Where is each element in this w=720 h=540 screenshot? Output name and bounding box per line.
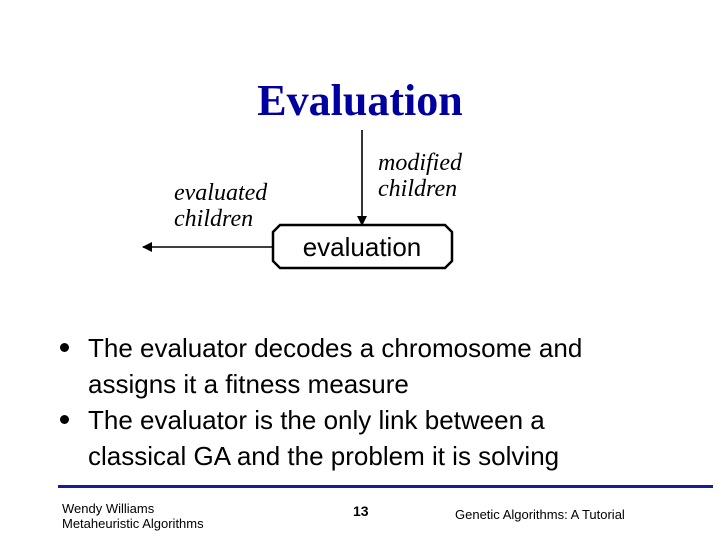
modified-children-line-1: modified <box>378 150 462 176</box>
footer-divider <box>58 485 713 488</box>
bullet-line: The evaluator is the only link between a <box>88 405 545 435</box>
evaluated-children-line-1: evaluated <box>174 180 268 206</box>
bullet-list <box>55 330 695 474</box>
footer-author-line-2: Metaheuristic Algorithms <box>62 516 204 531</box>
bullet-item <box>55 402 695 474</box>
page-number: 13 <box>353 503 369 519</box>
bullet-dot-icon <box>60 343 69 352</box>
footer-author <box>62 501 204 531</box>
bullet-item <box>55 330 695 402</box>
footer-course-title: Genetic Algorithms: A Tutorial <box>455 507 625 522</box>
modified-children-line-2: children <box>378 176 458 202</box>
modified-children-label <box>378 150 462 202</box>
bullet-line: classical GA and the problem it is solving <box>88 441 560 471</box>
evaluation-process-label: evaluation <box>302 232 422 262</box>
evaluated-children-line-2: children <box>174 206 254 232</box>
bullet-line: assigns it a fitness measure <box>88 369 409 399</box>
footer-author-line-1: Wendy Williams <box>62 501 155 516</box>
slide-title: Evaluation <box>257 76 463 126</box>
evaluated-children-label <box>174 180 267 232</box>
bullet-line: The evaluator decodes a chromosome and <box>88 333 583 363</box>
bullet-dot-icon <box>60 415 69 424</box>
